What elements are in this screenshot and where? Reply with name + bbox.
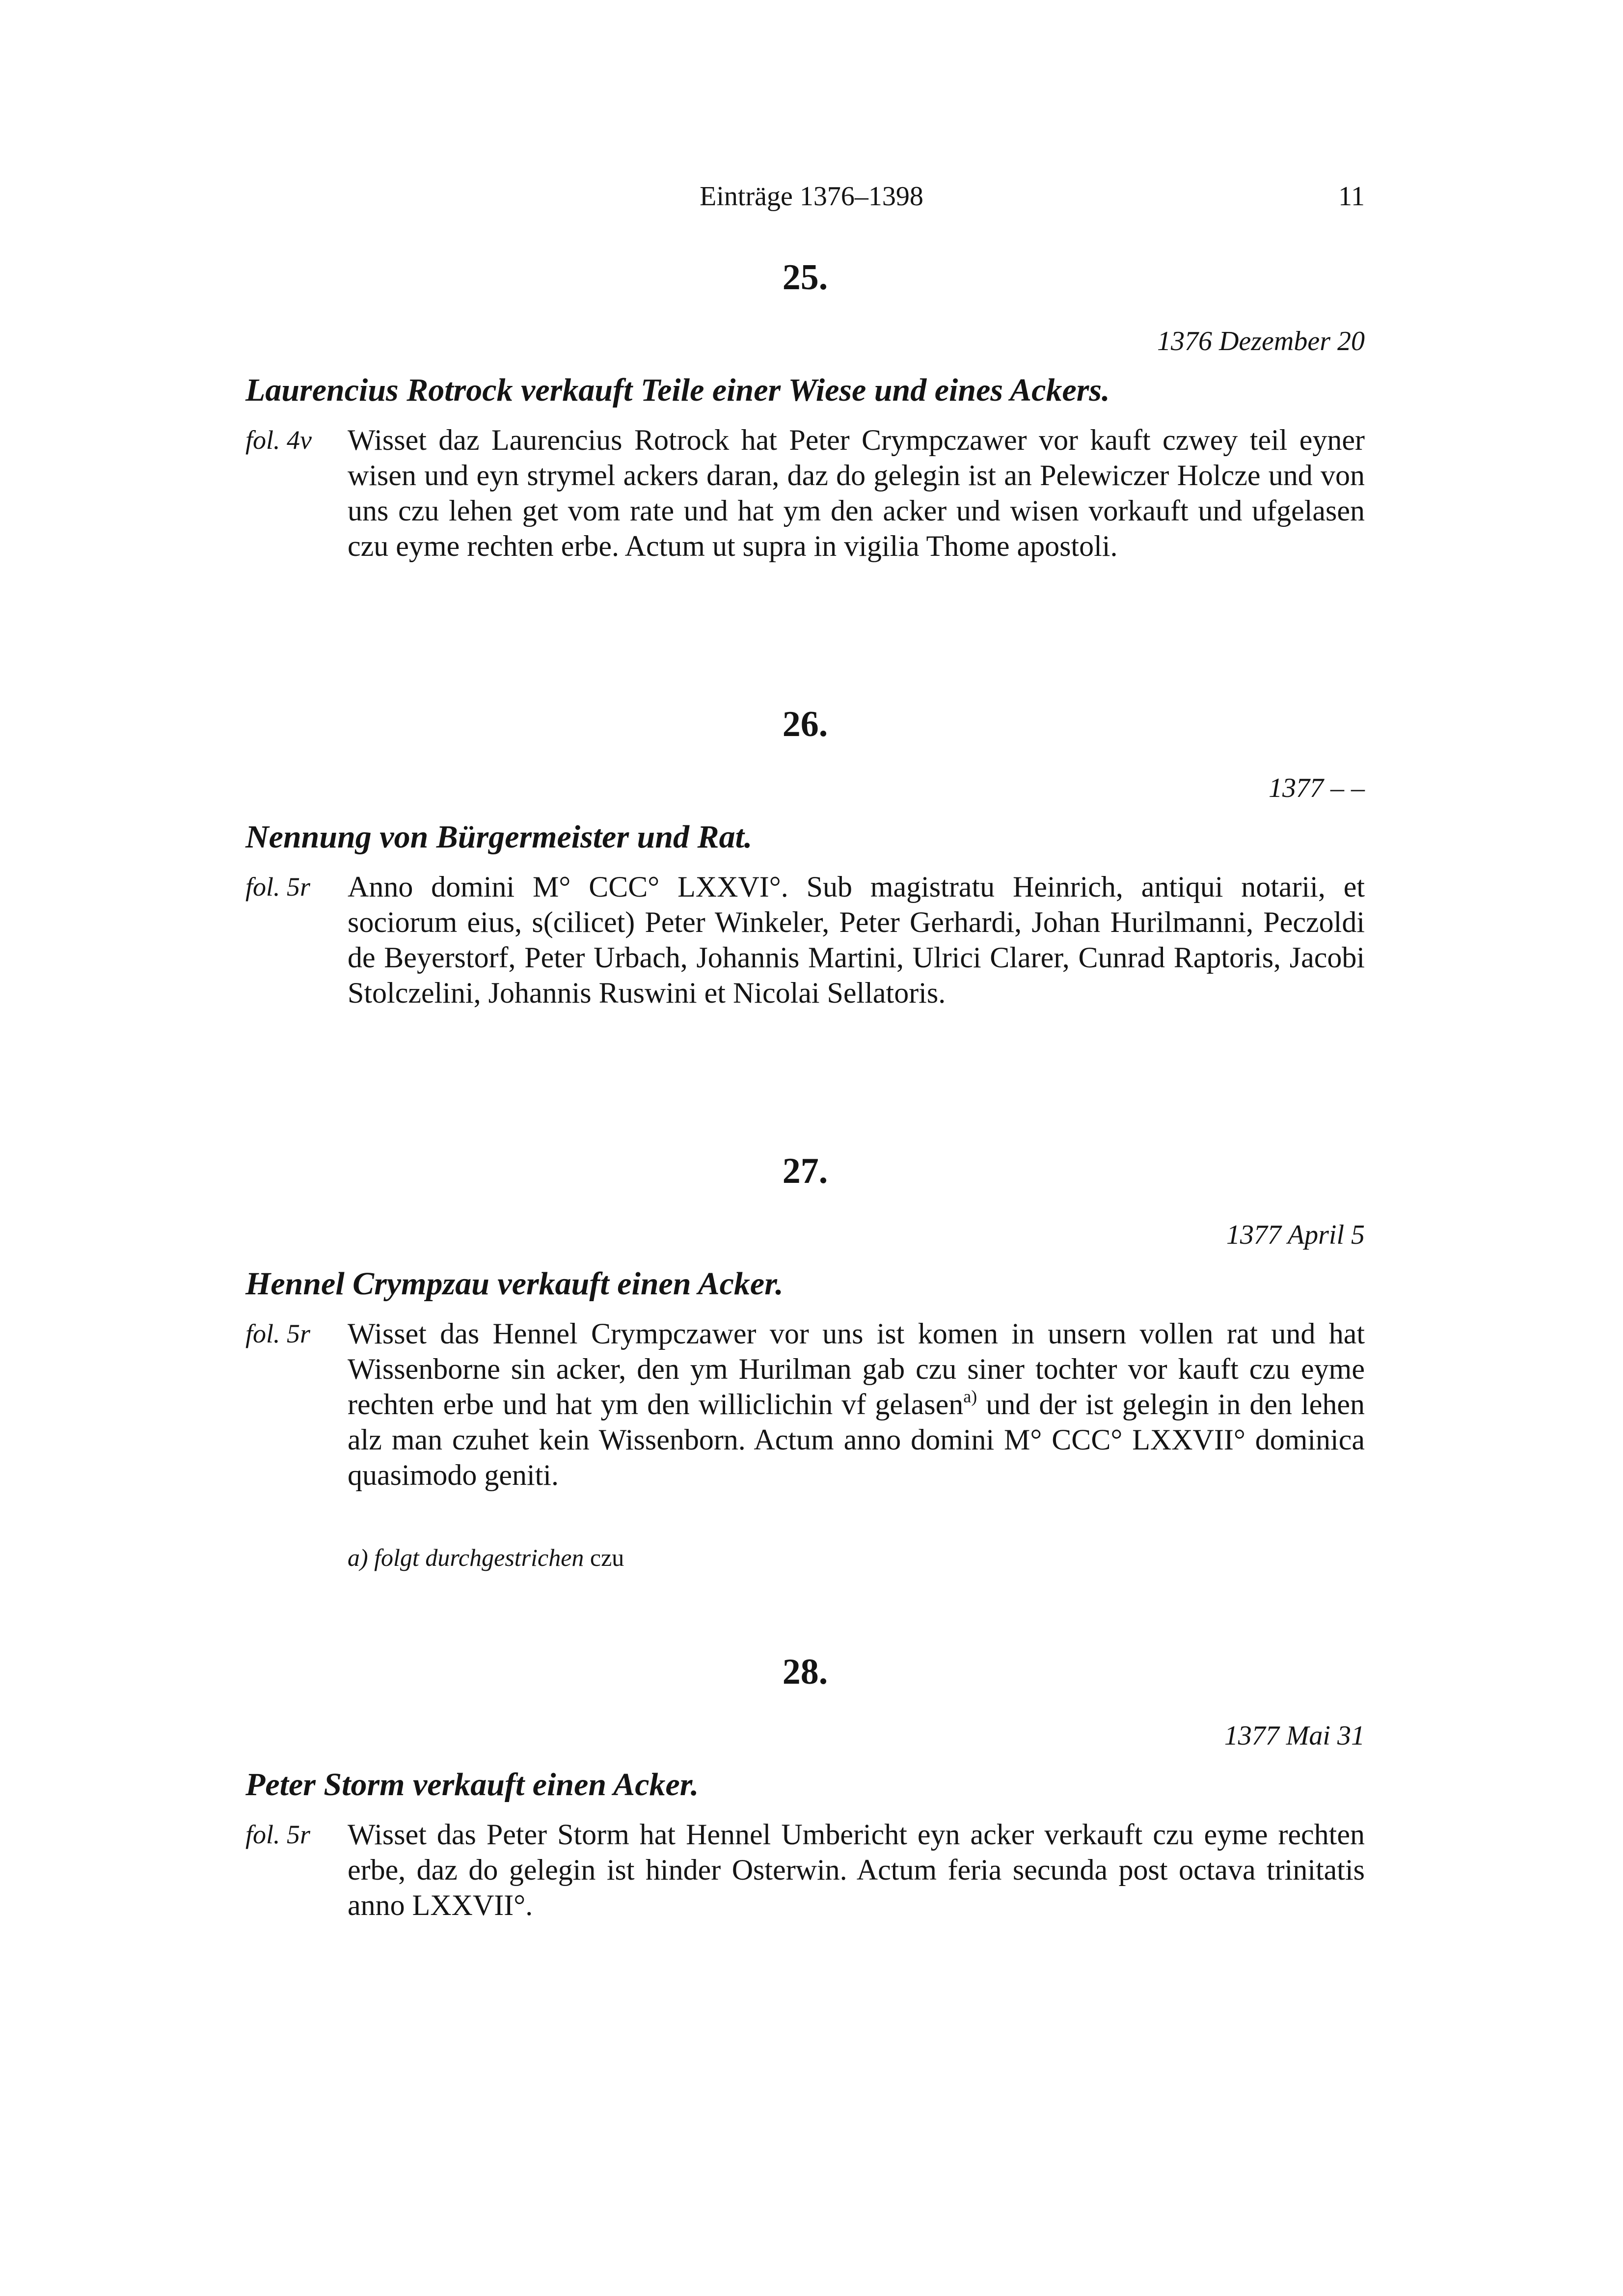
entry-heading: Laurencius Rotrock verkauft Teile einer Wiese und eines Ackers. — [245, 372, 1110, 408]
entry-number: 27. — [782, 1151, 828, 1191]
folio-reference: fol. 5r — [245, 872, 311, 902]
entry-text-part: Wisset das Hennel Crympczawer vor uns ist komen in unsern vollen rat und hat Wissenborne sin acker, den ym Hurilman gab czu siner tochter vor kauft czu eyme rechten erbe und hat ym den williclichin vf gelasen — [348, 1317, 1365, 1421]
entry-number: 25. — [782, 257, 828, 298]
footnote-text: czu — [590, 1544, 624, 1571]
folio-reference: fol. 5r — [245, 1319, 311, 1348]
entry-heading: Hennel Crympzau verkauft einen Acker. — [245, 1266, 784, 1302]
folio-reference: fol. 5r — [245, 1820, 311, 1849]
entry-heading: Nennung von Bürgermeister und Rat. — [245, 819, 753, 855]
running-title: Einträge 1376–1398 — [700, 181, 923, 212]
entry-text: Anno domini M° CCC° LXXVI°. Sub magistratu Heinrich, antiqui notarii, et sociorum eius, s(cilicet) Peter Winkeler, Peter Gerhardi, Johan Hurilmanni, Peczoldi de Beyerstorf, Peter Urbach, Johannis Martini, Ulrici Clarer, Cunrad Raptoris, Jacobi Stolczelini, Johannis Ruswini et Nicolai Sellatoris. — [348, 871, 1365, 1009]
entry-date: 1377 April 5 — [1226, 1220, 1365, 1250]
footnote — [348, 1542, 624, 1573]
entry-text-part: und der ist gelegin in den lehen alz man czuhet kein Wissenborn. Actum anno domini M° CCC° LXXVII° dominica quasimodo geniti. — [348, 1388, 1365, 1491]
entry-date: 1377 Mai 31 — [1224, 1721, 1365, 1751]
entry-date: 1376 Dezember 20 — [1157, 326, 1365, 356]
entry-text: Wisset das Peter Storm hat Hennel Umbericht eyn acker verkauft czu eyme rechten erbe, daz do gelegin ist hinder Osterwin. Actum feria secunda post octava trinitatis anno LXXVII°. — [348, 1818, 1365, 1921]
running-head — [0, 177, 1623, 216]
page-number: 11 — [1338, 181, 1365, 212]
entry-number: 28. — [782, 1652, 828, 1692]
footnote-marker: a) — [963, 1387, 977, 1406]
entry-text — [348, 1316, 1365, 1493]
entry-date: 1377 – – — [1269, 773, 1365, 803]
entry-number: 26. — [782, 704, 828, 744]
entry-text: Wisset daz Laurencius Rotrock hat Peter Crympczawer vor kauft czwey teil eyner wisen und eyn strymel ackers daran, daz do gelegin ist an Pelewiczer Holcze und von uns czu lehen get vom rate und hat ym den acker und wisen vorkauft und ufgelasen czu eyme rechten erbe. Actum ut supra in vigilia Thome apostoli. — [348, 424, 1365, 562]
folio-reference: fol. 4v — [245, 425, 312, 455]
entry-heading: Peter Storm verkauft einen Acker. — [245, 1767, 699, 1803]
footnote-label: a) folgt durchgestrichen — [348, 1544, 584, 1571]
